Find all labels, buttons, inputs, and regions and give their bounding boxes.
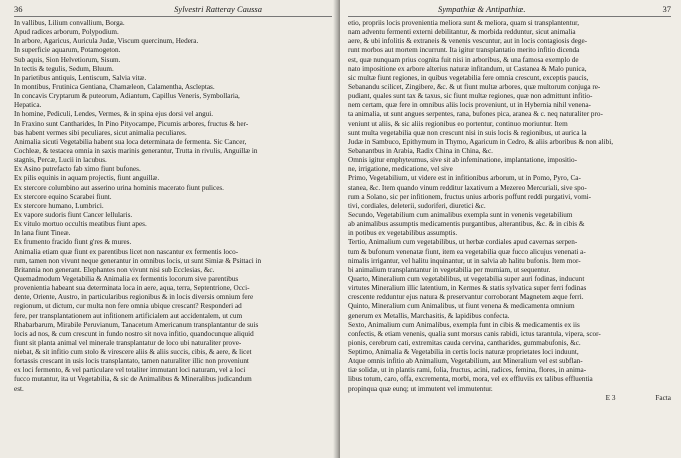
text-line: Judæ in Sambuco, Epithymum in Thymo, Agaricum in Cedro, & aliis arboribus & non alibi, bbox=[348, 137, 613, 146]
text-line: ab animalibus assumptis medicamentis purgantibus, alterantibus, &c. & in cibis & bbox=[348, 220, 585, 229]
text-line: niebat, & sit infitio cum stolo & virescere aliis & aliis succis, cibis, & aere, & licet bbox=[14, 348, 252, 357]
text-line: crescente redduntur ejus natura & preservantur corroborant Magnetem æque ferri. bbox=[348, 293, 584, 302]
text-line: regionum, ut dictum, cur multa non fere omnia ubique crescant? Responderi ad bbox=[14, 302, 242, 311]
text-line: virtutes Mineralium illic latentium, in Kermes & statis sylvatica super ferri fodinas bbox=[348, 284, 587, 293]
text-line: In superficie aquarum, Potamogeton. bbox=[14, 46, 121, 55]
text-line: Primo, Vegetabilium, ut videre est in infitionibus arborum, ut in Pomo, Pyro, Ca- bbox=[348, 174, 581, 183]
right-page bbox=[340, 0, 681, 458]
text-line: Animalia sicuti Vegetabilia habent sua loca determinata de fermenta. Sic Cancer, bbox=[14, 137, 247, 146]
text-line: locis ad nos, & cum crescunt in fundo nostro sit nova infitio, quandocunque aliquid bbox=[14, 329, 254, 338]
text-line: sic multæ fiunt regiones, in quibus vegetabilia fere omnia crescunt, exceptis paucis, bbox=[348, 73, 589, 82]
left-page-number: 36 bbox=[14, 4, 23, 14]
text-line: libus totum, caro, offa, excrementa, morbi, mora, vel ex effluviis ex talibus effluentia bbox=[348, 375, 593, 384]
text-line: In tectis & tegulis, Sedum, Bluum. bbox=[14, 64, 114, 73]
text-line: In homine, Pediculi, Lendes, Vermes, & in spina ejus dorsi vel angui. bbox=[14, 110, 214, 119]
text-line: etio, propriis locis provenientia meliora sunt & meliora, quam si transplantentur, bbox=[348, 19, 580, 27]
text-line: In lana fiunt Tineæ. bbox=[14, 229, 71, 238]
text-line: Septimo, Animalia & Vegetabilia in certis locis naturæ proprietates loci induunt, bbox=[348, 348, 579, 357]
right-page-number: 37 bbox=[662, 4, 671, 14]
text-line: Ex vitulo mortuo occultis meatibus fiunt apes. bbox=[14, 220, 147, 229]
text-line: Sexto, Animalium cum Animalibus, exempla funt in cibis & medicamentis ex iis bbox=[348, 320, 580, 329]
text-line: stanea, &c. Item quando vinum redditur laxativum a Mezereo Mercuriali, sive spo- bbox=[348, 183, 587, 192]
text-line: pudiant, quales sunt tax & taxus, sic fiunt multæ regiones, quæ non admittunt infitio- bbox=[348, 92, 593, 101]
text-line: Sebanantbus in Arabia, Radix China in China, &c. bbox=[348, 146, 493, 155]
text-line: Atque omnis infitio ab Animalium, Vegetabilium, aut Mineralium vel est subflan- bbox=[348, 357, 583, 366]
text-line: rum a Solano, sic per infitionem, fructus unius arboris poffunt reddi purgativi, vomi- bbox=[348, 192, 592, 201]
text-line: In parietibus antiquis, Lentiscum, Salvia vitæ. bbox=[14, 73, 147, 82]
text-line: nam adventu fermenti externi debilitantur, & morbida redduntur, sicut animalia bbox=[348, 28, 576, 37]
text-line: fere, per transplantationem aut infitionem artificialem aut accidentalem, ut cum bbox=[14, 311, 243, 320]
right-page-text bbox=[348, 19, 671, 394]
text-line: confectis, & etiam venenis, qualia sunt morsus canis rabidi, ictus tarantula, vipera, scor- bbox=[348, 329, 601, 338]
text-line: fucco mutantur, ita ut Vegetabilia, & sic de Animalibus & Mineralibus judicandum bbox=[14, 375, 252, 384]
text-line: in potibus ex vegetabilibus assumptis. bbox=[348, 229, 458, 238]
text-line: tivi, cordiales, deleterii, sudoriferi, diuretici &c. bbox=[348, 201, 486, 210]
text-line: In concavis Cryptarum & puteorum, Adiantum, Capillus Veneris, Symbollaria, bbox=[14, 92, 240, 101]
text-line: Ex stercore humano, Lumbrici. bbox=[14, 201, 104, 210]
text-line: bas habent vermes sibi peculiares, sicut animalia peculiares. bbox=[14, 128, 187, 137]
text-line: In Fraxino sunt Cantharides, In Pino Pityocampe, Picumis arbores, fructus & her- bbox=[14, 119, 249, 128]
text-line: In arbore, Agaricus, Auricula Judæ, Viscum quercinum, Hedera. bbox=[14, 37, 199, 46]
left-page-text bbox=[14, 19, 332, 394]
text-line: Cochleæ, & testacea omnia in saxis marinis generantur, Trutta in rivulis, Anguillæ in bbox=[14, 146, 258, 155]
text-line: fiunt sit planta animal vel minerale transplantatur de loco ubi naturaliter prove- bbox=[14, 338, 242, 347]
text-line: ta animalia, ut sunt angues serpentes, rana, bufones pica, aranea & c. neq naturaliter pro- bbox=[348, 110, 603, 119]
text-line: stagnis, Percæ, Lucii in lacubus. bbox=[14, 156, 107, 165]
text-line: Quarto, Mineralium cum vegetabilibus, ut vegetabilia super auri fodinas, inducunt bbox=[348, 274, 585, 283]
text-line: Hepatica. bbox=[14, 101, 42, 110]
text-line: sunt multa vegetabilia quæ non crescunt nisi in suis locis & regionibus, ut aurica la bbox=[348, 128, 587, 137]
right-page-header bbox=[348, 4, 671, 17]
text-line: Quinto, Mineralium cum Animalibus, ut fiunt venena & medicamenta omnium bbox=[348, 302, 575, 311]
text-line: Omnis igitur emphyteumus, sive sit ab infeminatione, implantatione, impositio- bbox=[348, 156, 577, 165]
text-line: tiæ solidæ, ut in plantis rami, folia, fructus, acini, radices, femina, flores, in anima- bbox=[348, 366, 587, 375]
text-line: Ex vapore sudoris fiunt Cancer lellularis. bbox=[14, 210, 133, 219]
text-line: tum & bufonum venenatæ fiunt, item ea vegetabilia quæ fucco alicujus venenati a- bbox=[348, 247, 586, 256]
text-line: nem certam, quæ fere in omnibus aliis locis proveniunt, ut in Hybernia nihil venena- bbox=[348, 101, 591, 110]
text-line: Tertio, Animalium cum vegetabilibus, ut herbæ cordiales apud cavernas serpen- bbox=[348, 238, 578, 247]
text-line: generum ex Metallis, Marchasitis, & lapidibus confecta. bbox=[348, 311, 510, 320]
text-line: Ex frumento fracido fiunt g'res & mures. bbox=[14, 238, 132, 247]
text-line: aere, & ubi infolitis & extraneis & venenis vescuntur, aut in locis contagiosis dege- bbox=[348, 37, 588, 46]
text-line: Quemadmodum Vegetabilia & Animalia ex fermentis locorum sive parentibus bbox=[14, 274, 239, 283]
text-line: Secundo, Vegetabilium cum animalibus exempla sunt in venenis vegetabilium bbox=[348, 210, 573, 219]
text-line: Sebanandu scilicet, Zingibere, &c. & ut fiunt multæ arbores, quæ multorum conjuga re- bbox=[348, 82, 601, 91]
text-line: bi animalium transplantantur in vegetabilia per mumiam, ut sequentur. bbox=[348, 265, 551, 274]
left-running-head: Sylvestri Ratteray Caussa bbox=[174, 4, 262, 14]
right-running-head: Sympathiæ & Antipathiæ. bbox=[438, 4, 526, 14]
text-line: Ex Asino putrefacto fab ximo fiunt bufones. bbox=[14, 165, 141, 174]
text-line: In vallibus, Lilium convallium, Borga. bbox=[14, 19, 125, 27]
signature-mark: E 3 bbox=[605, 393, 616, 402]
text-line: Apud radices arborum, Polypodium. bbox=[14, 28, 119, 37]
text-line: fortassis crescant in usis locis transplantato, tamen naturaliter illic non proveniunt bbox=[14, 357, 249, 366]
text-line: veniunt ut aliis, & sic aliis regionibus eo portentur, continuo moriuntur. Item bbox=[348, 119, 568, 128]
text-line: runt morbos aut mortem incurrunt. Ita igitur transplantatio merito infitio dicenda bbox=[348, 46, 580, 55]
text-line: nimalis irrigantur, vel halitu inquinantur, ut in salvia ab halitu bufonis. Item mor- bbox=[348, 256, 581, 265]
text-line: nato impositione ex arbore alterius naturæ infitandum, ut Castanea & Malo punica, bbox=[348, 64, 587, 73]
text-line: Animalia etiam quæ fiunt ex parentibus licet non nascantur ex fermentis loco- bbox=[14, 247, 239, 256]
text-line: Britannia non generant. Elephantes non vivunt nisi sub Ecclesias, &c. bbox=[14, 265, 215, 274]
text-line: Ex pilis equinis in aquam projectis, fiunt anguillæ. bbox=[14, 174, 160, 183]
catchword: Facta bbox=[655, 393, 671, 402]
text-line: ex loci fermento, & vel particulare vel totaliter immutant loci naturam, vel a loci bbox=[14, 366, 246, 375]
left-page bbox=[0, 0, 338, 458]
text-line: est, quæ nunquam prius cognita fuit nisi in arboribus, & una famosa exemplo de bbox=[348, 55, 579, 64]
text-line: rum, tamen non vivunt neque generantur in omnibus locis, ut sunt Simiæ & Psittaci in bbox=[14, 256, 262, 265]
text-line: In montibus, Frutinica Gentiana, Chamæleon, Calamentha, Ascleptas. bbox=[14, 82, 215, 91]
text-line: provenientia habeant sua determinata loca in aere, aqua, terra, Septentrione, Occi- bbox=[14, 284, 250, 293]
text-line: dente, Oriente, Austro, in particularibus regionibus & in locis diversis omnium fere bbox=[14, 293, 254, 302]
text-line: ne, irrigatione, medicatione, vel sive bbox=[348, 165, 453, 174]
text-line: Ex stercore equino Scarabei fiunt. bbox=[14, 192, 112, 201]
left-page-header bbox=[14, 4, 332, 17]
text-line: est. bbox=[14, 384, 24, 393]
text-line: Sub aquis, Sion Helvetiorum, Sisum. bbox=[14, 55, 121, 64]
right-page-footer bbox=[348, 394, 671, 403]
text-line: Rhabarbarum, Mirabile Peruvianum, Tanacetum Americanum transplantantur de suis bbox=[14, 320, 259, 329]
text-line: pionis, cerebrum cati, extremitas cauda cervina, cantharides, gummabufonis, &c. bbox=[348, 338, 581, 347]
text-line: Ex stercore columbino aut asserino urina hominis macerato fiunt pulices. bbox=[14, 183, 224, 192]
text-line: propinqua quæ eunq; ut immutent vel immutentur. bbox=[348, 384, 493, 393]
